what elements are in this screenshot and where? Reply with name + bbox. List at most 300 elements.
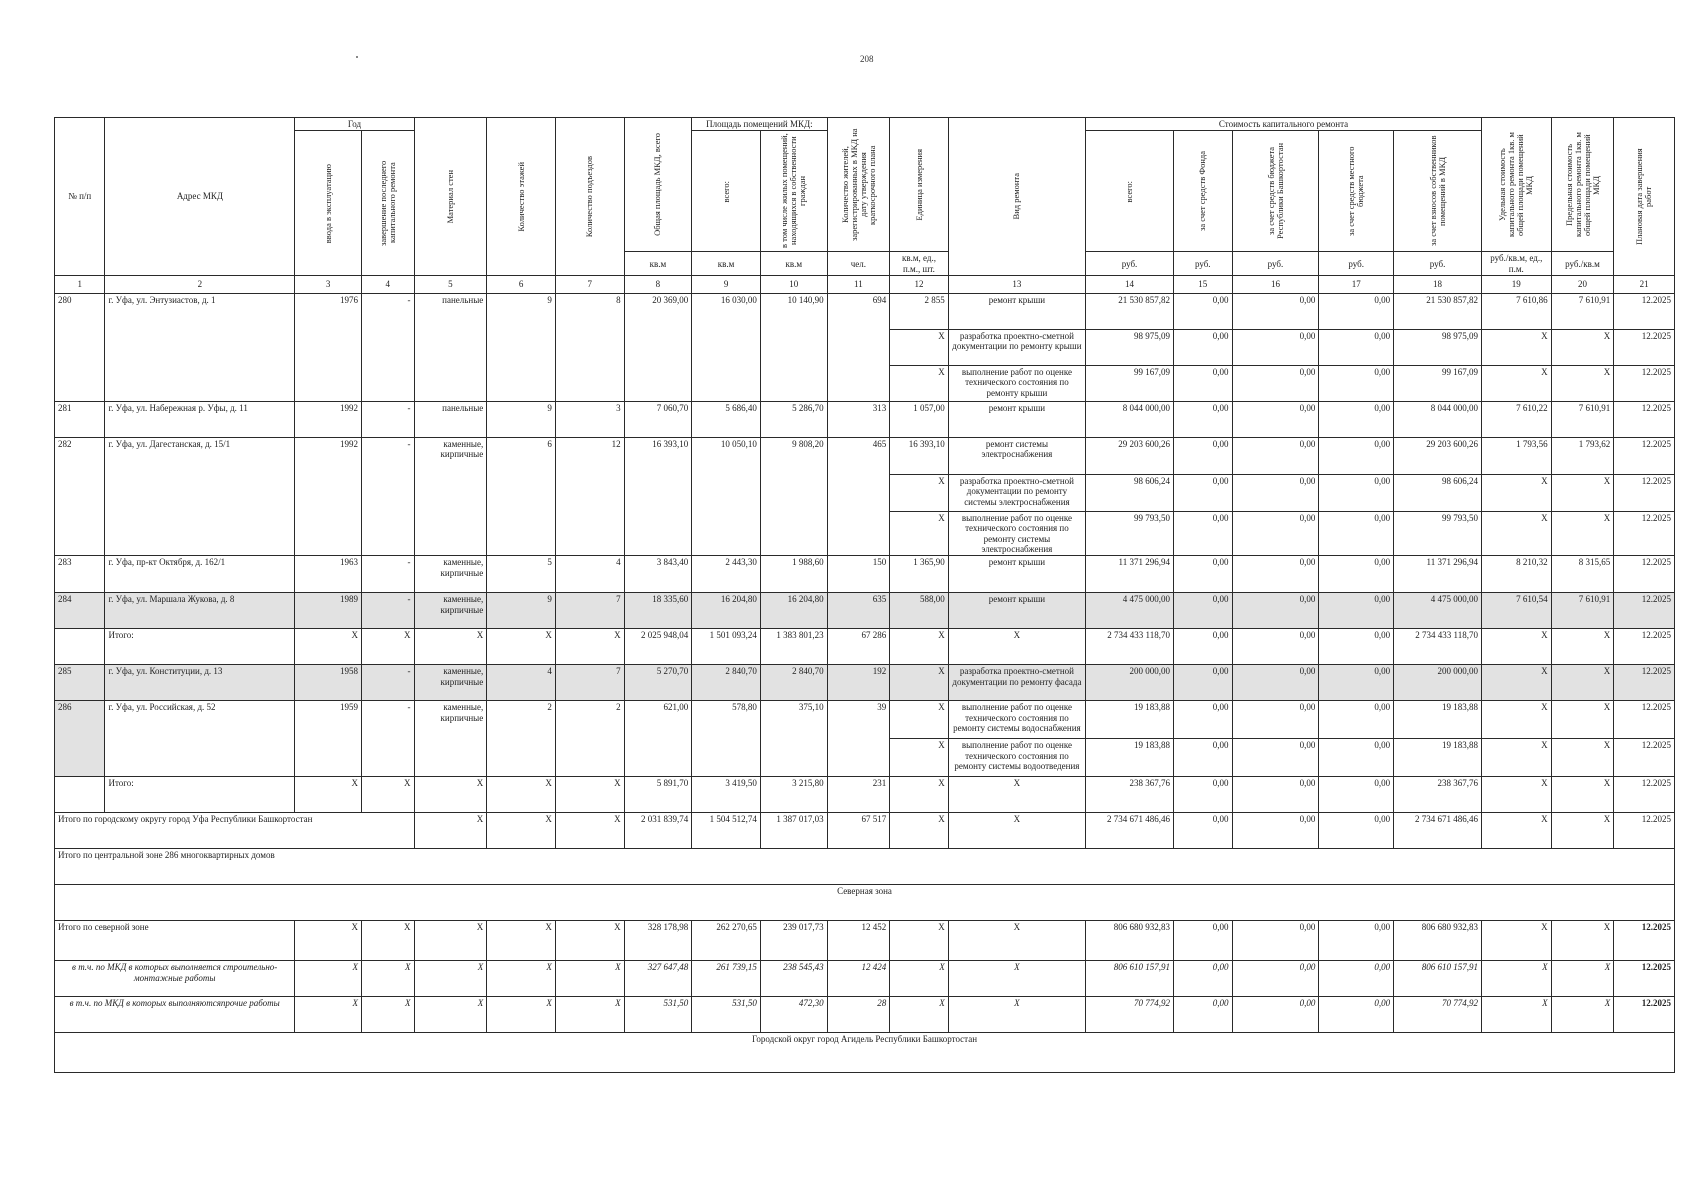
row-entrances: X [555,629,624,665]
row-unit: X [890,921,949,961]
row-wall-material: X [414,921,487,961]
total-north-row [55,921,1675,961]
row-residents: 150 [827,556,890,593]
row-specific-cost: 1 793,56 [1481,438,1551,475]
row-total-area: 2 025 948,04 [624,629,692,665]
header-area-living: в том числе жилых помещений, находящихся в собственности граждан [760,131,827,252]
row-unit: X [890,366,949,402]
col-index: 8 [624,276,692,294]
row-cost-fund: 0,00 [1173,475,1232,512]
row-number: 285 [55,665,105,701]
row-area-all: 16 204,80 [692,593,761,629]
row-cost-republic: 0,00 [1232,701,1319,739]
row-year-commission: X [295,997,362,1033]
header-area-all: всего: [692,131,761,252]
row-unit: X [890,997,949,1033]
row-address: г. Уфа, ул. Маршала Жукова, д. 8 [105,593,295,629]
row-address: Итого: [105,629,295,665]
row-cost-owners: 4 475 000,00 [1394,593,1482,629]
row-cost-all: 99 167,09 [1086,366,1174,402]
row-unit: X [890,813,949,849]
row-year-commission: 1992 [295,402,362,438]
table-row [55,438,1675,475]
incl-smr-label: в т.ч. по МКД в которых выполняется строительно-монтажные работы [55,961,295,997]
row-year-last-repair: X [362,921,415,961]
row-wall-material: X [414,997,487,1033]
row-specific-cost: X [1481,629,1551,665]
col-index: 4 [362,276,415,294]
header-cost: Стоимость капитального ремонта [1086,118,1482,131]
row-cost-local: 0,00 [1319,739,1394,777]
row-unit: X [890,475,949,512]
row-entrances: X [555,961,624,997]
unit-max-cost: руб./кв.м [1551,252,1614,276]
col-index: 12 [890,276,949,294]
row-date: 12.2025 [1614,629,1675,665]
header-residents: Количество жителей, зарегистрированных в МКД на дату утверждения краткосрочного плана [827,118,890,252]
row-year-commission: X [295,921,362,961]
row-cost-local: 0,00 [1319,629,1394,665]
row-area-living: 3 215,80 [760,777,827,813]
row-unit: X [890,701,949,739]
row-max-cost: X [1551,475,1614,512]
row-cost-fund: 0,00 [1173,665,1232,701]
row-cost-fund: 0,00 [1173,961,1232,997]
row-cost-owners: 99 167,09 [1394,366,1482,402]
row-residents: 231 [827,777,890,813]
row-work-type: ремонт крыши [948,402,1085,438]
row-floors: X [487,997,556,1033]
row-address: Итого: [105,777,295,813]
unit-area-all: кв.м [692,252,761,276]
row-address: г. Уфа, ул. Набережная р. Уфы, д. 11 [105,402,295,438]
row-cost-local: 0,00 [1319,512,1394,556]
page-number: 208 [860,54,874,64]
row-address: г. Уфа, ул. Дагестанская, д. 15/1 [105,438,295,556]
row-cost-republic: 0,00 [1232,402,1319,438]
row-total-area: 327 647,48 [624,961,692,997]
row-work-type: X [948,997,1085,1033]
row-cost-fund: 0,00 [1173,701,1232,739]
row-area-living: 1 988,60 [760,556,827,593]
row-date: 12.2025 [1614,593,1675,629]
scan-speck [356,56,358,58]
row-area-living: 9 808,20 [760,438,827,556]
row-area-all: 578,80 [692,701,761,777]
row-cost-all: 29 203 600,26 [1086,438,1174,475]
row-work-type: X [948,777,1085,813]
header-year-commission: ввода в эксплуатацию [295,131,362,276]
header-cost-owners: за счет взносов собственников помещений в МКД [1394,131,1482,252]
unit-cost-owners: руб. [1394,252,1482,276]
row-cost-local: 0,00 [1319,330,1394,366]
row-area-all: 2 443,30 [692,556,761,593]
row-cost-fund: 0,00 [1173,294,1232,330]
row-cost-owners: 98 606,24 [1394,475,1482,512]
row-unit: X [890,739,949,777]
incl-other-label: в т.ч. по МКД в которых выполняютсяпрочие работы [55,997,295,1033]
header-max-cost: Предельная стоимость капитального ремонта 1кв. м общей площади помещений МКД [1551,118,1614,252]
row-area-all: 16 030,00 [692,294,761,402]
row-date: 12.2025 [1614,777,1675,813]
row-entrances: 8 [555,294,624,402]
row-total-area: 3 843,40 [624,556,692,593]
row-unit: 1 365,90 [890,556,949,593]
header-address: Адрес МКД [105,118,295,276]
row-specific-cost: 7 610,86 [1481,294,1551,330]
row-area-living: 1 383 801,23 [760,629,827,665]
row-cost-local: 0,00 [1319,366,1394,402]
row-unit: X [890,512,949,556]
row-specific-cost: X [1481,921,1551,961]
row-date: 12.2025 [1614,997,1675,1033]
row-residents: 694 [827,294,890,402]
row-residents: 67 517 [827,813,890,849]
header-cost-all: всего: [1086,131,1174,252]
row-wall-material: X [414,777,487,813]
row-year-last-repair: - [362,665,415,701]
row-wall-material: X [414,961,487,997]
row-specific-cost: 7 610,22 [1481,402,1551,438]
row-year-last-repair: - [362,294,415,402]
row-wall-material: каменные, кирпичные [414,701,487,777]
unit-cost-republic: руб. [1232,252,1319,276]
row-date: 12.2025 [1614,556,1675,593]
row-wall-material: X [414,813,487,849]
row-cost-fund: 0,00 [1173,512,1232,556]
row-floors: X [487,921,556,961]
row-cost-all: 8 044 000,00 [1086,402,1174,438]
row-unit: 588,00 [890,593,949,629]
row-cost-all: 99 793,50 [1086,512,1174,556]
row-cost-all: 2 734 671 486,46 [1086,813,1174,849]
row-address: г. Уфа, пр-кт Октября, д. 162/1 [105,556,295,593]
row-floors: 9 [487,593,556,629]
row-max-cost: X [1551,997,1614,1033]
row-area-all: 3 419,50 [692,777,761,813]
row-cost-fund: 0,00 [1173,330,1232,366]
col-index: 10 [760,276,827,294]
row-address: г. Уфа, ул. Конституции, д. 13 [105,665,295,701]
row-total-area: 18 335,60 [624,593,692,629]
row-year-last-repair: X [362,961,415,997]
row-year-last-repair: X [362,997,415,1033]
total-north-label: Итого по северной зоне [55,921,295,961]
row-residents: 465 [827,438,890,556]
row-area-living: 16 204,80 [760,593,827,629]
row-area-all: 10 050,10 [692,438,761,556]
table-row [55,294,1675,330]
row-residents: 39 [827,701,890,777]
row-year-commission: 1976 [295,294,362,402]
row-max-cost: 7 610,91 [1551,294,1614,330]
row-specific-cost: X [1481,961,1551,997]
row-cost-republic: 0,00 [1232,997,1319,1033]
row-cost-all: 2 734 433 118,70 [1086,629,1174,665]
row-cost-local: 0,00 [1319,475,1394,512]
row-work-type: X [948,629,1085,665]
row-cost-republic: 0,00 [1232,813,1319,849]
unit-measure: кв.м, ед., п.м., шт. [890,252,949,276]
unit-specific-cost: руб./кв.м, ед., п.м. [1481,252,1551,276]
row-area-living: 10 140,90 [760,294,827,402]
row-date: 12.2025 [1614,330,1675,366]
row-work-type: X [948,961,1085,997]
table-row [55,556,1675,593]
row-max-cost: X [1551,366,1614,402]
incl-smr-row [55,961,1675,997]
table-row [55,402,1675,438]
col-index: 14 [1086,276,1174,294]
unit-residents: чел. [827,252,890,276]
row-cost-owners: 238 367,76 [1394,777,1482,813]
row-date: 12.2025 [1614,701,1675,739]
row-entrances: X [555,813,624,849]
row-year-last-repair: X [362,777,415,813]
row-work-type: ремонт крыши [948,556,1085,593]
row-cost-republic: 0,00 [1232,438,1319,475]
row-work-type: ремонт системы электроснабжения [948,438,1085,475]
row-work-type: разработка проектно-сметной документации по ремонту крыши [948,330,1085,366]
row-max-cost: X [1551,330,1614,366]
header-floors: Количество этажей [487,118,556,276]
row-wall-material: каменные, кирпичные [414,665,487,701]
row-wall-material: каменные, кирпичные [414,593,487,629]
row-cost-republic: 0,00 [1232,330,1319,366]
row-area-all: 1 501 093,24 [692,629,761,665]
row-cost-local: 0,00 [1319,813,1394,849]
row-max-cost: X [1551,813,1614,849]
total-central-label: Итого по центральной зоне 286 многоквартирных домов [55,849,1675,885]
header-specific-cost: Удельная стоимость капитального ремонта 1кв. м общей площади помещений МКД [1481,118,1551,252]
incl-other-row [55,997,1675,1033]
row-number: 280 [55,294,105,402]
row-specific-cost: X [1481,475,1551,512]
row-area-living: 1 387 017,03 [760,813,827,849]
row-work-type: ремонт крыши [948,593,1085,629]
row-number: 286 [55,701,105,777]
row-date: 12.2025 [1614,813,1675,849]
row-max-cost: X [1551,665,1614,701]
row-cost-local: 0,00 [1319,701,1394,739]
row-year-commission: X [295,629,362,665]
row-work-type: X [948,813,1085,849]
row-cost-owners: 19 183,88 [1394,701,1482,739]
row-work-type: выполнение работ по оценке технического состояния по ремонту системы водоснабжения [948,701,1085,739]
row-number: 284 [55,593,105,629]
row-floors: X [487,813,556,849]
row-cost-republic: 0,00 [1232,593,1319,629]
row-year-commission: 1958 [295,665,362,701]
row-date: 12.2025 [1614,739,1675,777]
col-index: 15 [1173,276,1232,294]
row-year-commission: 1989 [295,593,362,629]
row-residents: 12 452 [827,921,890,961]
row-date: 12.2025 [1614,366,1675,402]
row-floors: 4 [487,665,556,701]
row-floors: X [487,777,556,813]
row-area-living: 5 286,70 [760,402,827,438]
row-cost-owners: 806 680 932,83 [1394,921,1482,961]
row-date: 12.2025 [1614,294,1675,330]
row-residents: 28 [827,997,890,1033]
row-residents: 67 286 [827,629,890,665]
row-total-area: 621,00 [624,701,692,777]
row-entrances: X [555,777,624,813]
row-cost-local: 0,00 [1319,997,1394,1033]
row-cost-republic: 0,00 [1232,556,1319,593]
row-floors: X [487,961,556,997]
row-area-living: 238 545,43 [760,961,827,997]
row-work-type: выполнение работ по оценке технического состояния по ремонту крыши [948,366,1085,402]
row-cost-fund: 0,00 [1173,921,1232,961]
col-index: 16 [1232,276,1319,294]
row-total-area: 5 270,70 [624,665,692,701]
row-floors: 2 [487,701,556,777]
row-max-cost: 1 793,62 [1551,438,1614,475]
row-year-last-repair: - [362,438,415,556]
agidel-title: Городской округ город Агидель Республики Башкортостан [55,1033,1675,1073]
row-specific-cost: X [1481,739,1551,777]
row-cost-fund: 0,00 [1173,813,1232,849]
row-wall-material: панельные [414,402,487,438]
row-specific-cost: 7 610,54 [1481,593,1551,629]
col-index: 1 [55,276,105,294]
row-cost-all: 19 183,88 [1086,739,1174,777]
row-cost-fund: 0,00 [1173,739,1232,777]
unit-cost-all: руб. [1086,252,1174,276]
row-address: г. Уфа, ул. Российская, д. 52 [105,701,295,777]
row-work-type: X [948,921,1085,961]
header-cost-fund: за счет средств Фонда [1173,131,1232,252]
row-cost-republic: 0,00 [1232,921,1319,961]
row-date: 12.2025 [1614,921,1675,961]
row-wall-material: X [414,629,487,665]
row-total-area: 16 393,10 [624,438,692,556]
row-year-commission: X [295,777,362,813]
header-date: Плановая дата завершения работ [1614,118,1675,276]
row-entrances: 7 [555,593,624,629]
row-year-last-repair: - [362,556,415,593]
row-cost-local: 0,00 [1319,921,1394,961]
row-wall-material: панельные [414,294,487,402]
row-max-cost: X [1551,512,1614,556]
row-entrances: 12 [555,438,624,556]
row-cost-fund: 0,00 [1173,366,1232,402]
table-row [55,593,1675,629]
row-cost-owners: 806 610 157,91 [1394,961,1482,997]
col-index: 11 [827,276,890,294]
row-residents: 192 [827,665,890,701]
row-work-type: ремонт крыши [948,294,1085,330]
row-floors: 9 [487,402,556,438]
row-entrances: X [555,997,624,1033]
row-address: г. Уфа, ул. Энтузиастов, д. 1 [105,294,295,402]
row-area-all: 5 686,40 [692,402,761,438]
row-cost-all: 806 680 932,83 [1086,921,1174,961]
row-floors: 5 [487,556,556,593]
row-max-cost: X [1551,701,1614,739]
row-number [55,777,105,813]
row-cost-local: 0,00 [1319,665,1394,701]
row-specific-cost: X [1481,512,1551,556]
row-unit: X [890,777,949,813]
row-year-last-repair: - [362,593,415,629]
row-area-all: 2 840,70 [692,665,761,701]
row-cost-all: 11 371 296,94 [1086,556,1174,593]
row-date: 12.2025 [1614,402,1675,438]
row-cost-owners: 2 734 433 118,70 [1394,629,1482,665]
row-cost-republic: 0,00 [1232,961,1319,997]
col-index: 13 [948,276,1085,294]
row-floors: 6 [487,438,556,556]
unit-cost-local: руб. [1319,252,1394,276]
header-entrances: Количество подъездов [555,118,624,276]
row-date: 12.2025 [1614,961,1675,997]
row-cost-local: 0,00 [1319,556,1394,593]
row-cost-republic: 0,00 [1232,739,1319,777]
row-specific-cost: X [1481,665,1551,701]
row-entrances: 4 [555,556,624,593]
row-specific-cost: X [1481,366,1551,402]
row-area-living: 472,30 [760,997,827,1033]
row-unit: 1 057,00 [890,402,949,438]
row-max-cost: 7 610,91 [1551,593,1614,629]
row-max-cost: X [1551,739,1614,777]
row-max-cost: 7 610,91 [1551,402,1614,438]
row-number [55,629,105,665]
row-cost-local: 0,00 [1319,402,1394,438]
row-cost-local: 0,00 [1319,438,1394,475]
header-premises-area: Площадь помещений МКД: [692,118,827,131]
row-cost-owners: 99 793,50 [1394,512,1482,556]
row-residents: 313 [827,402,890,438]
row-total-area: 2 031 839,74 [624,813,692,849]
col-index: 2 [105,276,295,294]
row-area-living: 375,10 [760,701,827,777]
row-cost-owners: 11 371 296,94 [1394,556,1482,593]
total-central-row [55,849,1675,885]
row-date: 12.2025 [1614,475,1675,512]
row-total-area: 531,50 [624,997,692,1033]
row-work-type: выполнение работ по оценке технического состояния по ремонту системы водоотведения [948,739,1085,777]
row-cost-owners: 200 000,00 [1394,665,1482,701]
row-cost-all: 200 000,00 [1086,665,1174,701]
row-cost-fund: 0,00 [1173,997,1232,1033]
row-cost-all: 806 610 157,91 [1086,961,1174,997]
row-unit: 2 855 [890,294,949,330]
row-year-last-repair: X [362,629,415,665]
row-cost-local: 0,00 [1319,961,1394,997]
row-year-commission: X [295,961,362,997]
row-cost-fund: 0,00 [1173,629,1232,665]
row-year-last-repair: - [362,402,415,438]
row-area-all: 262 270,65 [692,921,761,961]
row-specific-cost: X [1481,330,1551,366]
header-total-area: Общая площадь МКД, всего [624,118,692,252]
row-entrances: 2 [555,701,624,777]
unit-cost-fund: руб. [1173,252,1232,276]
row-entrances: X [555,921,624,961]
row-year-commission: 1963 [295,556,362,593]
row-date: 12.2025 [1614,665,1675,701]
column-index-row [55,276,1675,294]
row-cost-republic: 0,00 [1232,629,1319,665]
row-entrances: 7 [555,665,624,701]
col-index: 5 [414,276,487,294]
header-wall-material: Материал стен [414,118,487,276]
row-total-area: 5 891,70 [624,777,692,813]
